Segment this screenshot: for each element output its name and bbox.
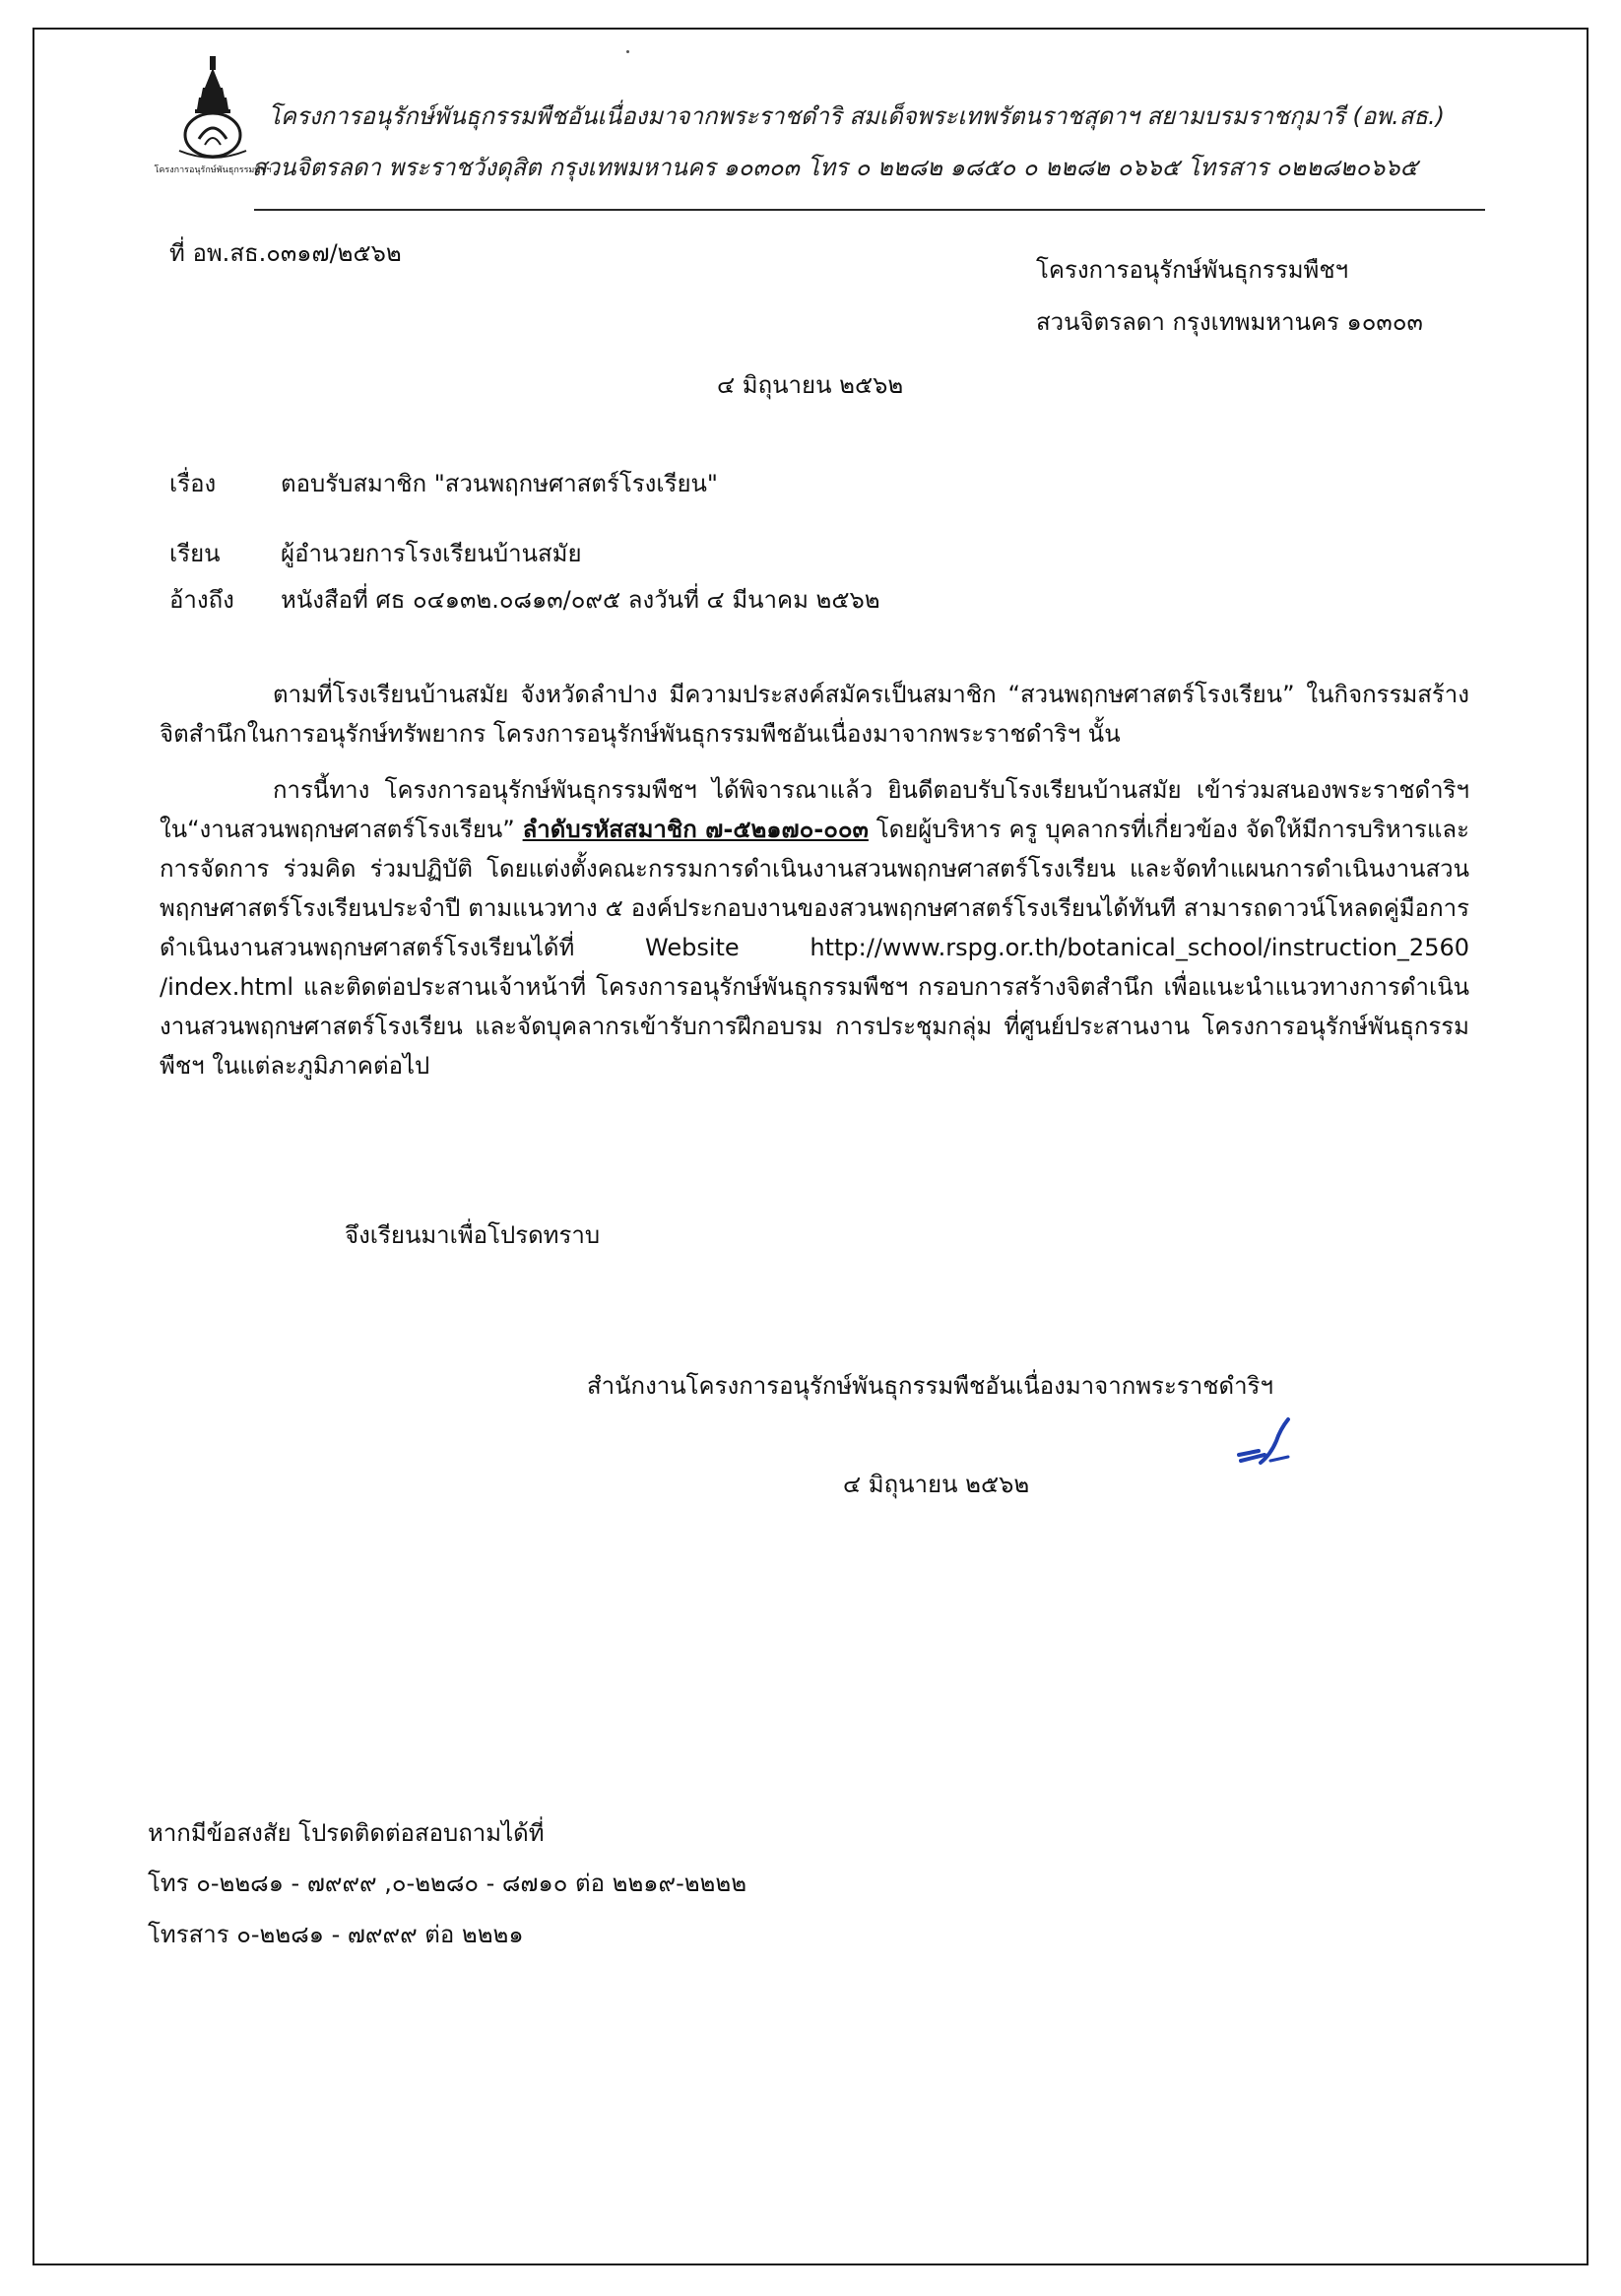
crest-caption: โครงการอนุรักษ์พันธุกรรมพืชฯ xyxy=(154,165,272,175)
reference-text: หนังสือที่ ศธ ๐๔๑๓๒.๐๘๑๓/๐๙๕ ลงวันที่ ๔ มีนาคม ๒๕๖๒ xyxy=(281,586,880,614)
scan-speck xyxy=(626,50,629,53)
letterhead-divider xyxy=(254,209,1485,211)
letterhead-line-1: โครงการอนุรักษ์พันธุกรรมพืชอันเนื่องมาจากพระราชดำริ สมเด็จพระเทพรัตนราชสุดาฯ สยามบรมราชกุมารี (อพ.สธ.) xyxy=(268,102,1445,130)
closing-text: จึงเรียนมาเพื่อโปรดทราบ xyxy=(345,1221,601,1249)
reference-number: ที่ อพ.สธ.๐๓๑๗/๒๕๖๒ xyxy=(169,239,402,267)
signature-date: ๔ มิถุนายน ๒๕๖๒ xyxy=(843,1471,1030,1498)
contact-fax: โทรสาร ๐-๒๒๘๑ - ๗๙๙๙ ต่อ ๒๒๒๑ xyxy=(148,1921,524,1948)
body-paragraph-1: ตามที่โรงเรียนบ้านสมัย จังหวัดลำปาง มีความประสงค์สมัครเป็นสมาชิก “สวนพฤกษศาสตร์โรงเรียน” ในกิจกรรมสร้างจิตสำนึกในการอนุรักษ์ทรัพยากร โครงการอนุรักษ์พันธุกรรมพืชอันเนื่องมาจากพระราชดำริฯ นั้น xyxy=(160,681,1469,748)
sender-address-line-1: โครงการอนุรักษ์พันธุกรรมพืชฯ xyxy=(1036,256,1349,284)
contact-phone: โทร ๐-๒๒๘๑ - ๗๙๙๙ ,๐-๒๒๘๐ - ๘๗๑๐ ต่อ ๒๒๑๙-๒๒๒๒ xyxy=(148,1870,747,1897)
royal-project-crest-icon xyxy=(154,54,272,175)
recipient-label: เรียน xyxy=(169,540,221,567)
contact-intro: หากมีข้อสงสัย โปรดติดต่อสอบถามได้ที่ xyxy=(148,1819,545,1847)
subject-text: ตอบรับสมาชิก "สวนพฤกษศาสตร์โรงเรียน" xyxy=(281,470,718,497)
reference-label: อ้างถึง xyxy=(169,586,234,614)
body-paragraph-2 xyxy=(160,770,1469,1085)
letterhead-line-2: สวนจิตรลดา พระราชวังดุสิต กรุงเทพมหานคร ๑๐๓๐๓ โทร ๐ ๒๒๘๒ ๑๘๕๐ ๐ ๒๒๘๒ ๐๖๖๕ โทรสาร ๐๒๒๘๒๐๖๖๕ xyxy=(252,154,1418,181)
body-paragraph-2-end: โดยผู้บริหาร ครู บุคลากรที่เกี่ยวข้อง จัดให้มีการบริหารและการจัดการ ร่วมคิด ร่วมปฏิบัติ โดยแต่งตั้งคณะกรรมการดำเนินงานสวนพฤกษศาสตร์โรงเรียน และจัดทำแผนการดำเนินงานสวนพฤกษศาสตร์โรงเรียนประจำปี ตามแนวทาง ๕ องค์ประกอบงานของสวนพฤกษศาสตร์โรงเรียนได้ทันที สามารถดาวน์โหลดคู่มือการดำเนินงานสวนพฤกษศาสตร์โรงเรียนได้ที่ Website http://www.rspg.or.th/botanical_school/instruction_2560 /index.html และติดต่อประสานเจ้าหน้าที่ โครงการอนุรักษ์พันธุกรรมพืชฯ กรอบการสร้างจิตสำนึก เพื่อแนะนำแนวทางการดำเนินงานสวนพฤกษศาสตร์โรงเรียน และจัดบุคลากรเข้ารับการฝึกอบรม การประชุมกลุ่ม ที่ศูนย์ประสานงาน โครงการอนุรักษ์พันธุกรรมพืชฯ ในแต่ละภูมิภาคต่อไป xyxy=(160,816,1470,1080)
sender-address-line-2: สวนจิตรลดา กรุงเทพมหานคร ๑๐๓๐๓ xyxy=(1036,308,1423,336)
body-paragraph-2-start: การนี้ทาง โครงการอนุรักษ์พันธุกรรมพืชฯ ได้พิจารณาแล้ว ยินดีตอบรับโรงเรียนบ้านสมัย เข้าร่วมสนองพระราชดำริฯ ใน“งานสวนพฤกษศาสตร์โรงเรียน” xyxy=(160,776,1469,843)
member-code: ลำดับรหัสสมาชิก ๗-๕๒๑๗๐-๐๐๓ xyxy=(522,816,869,843)
signature-office: สำนักงานโครงการอนุรักษ์พันธุกรรมพืชอันเนื่องมาจากพระราชดำริฯ xyxy=(587,1372,1273,1400)
handwritten-signature-icon xyxy=(1231,1415,1300,1473)
subject-label: เรื่อง xyxy=(169,470,217,497)
recipient-text: ผู้อำนวยการโรงเรียนบ้านสมัย xyxy=(281,540,582,567)
letter-date: ๔ มิถุนายน ๒๕๖๒ xyxy=(717,371,904,399)
